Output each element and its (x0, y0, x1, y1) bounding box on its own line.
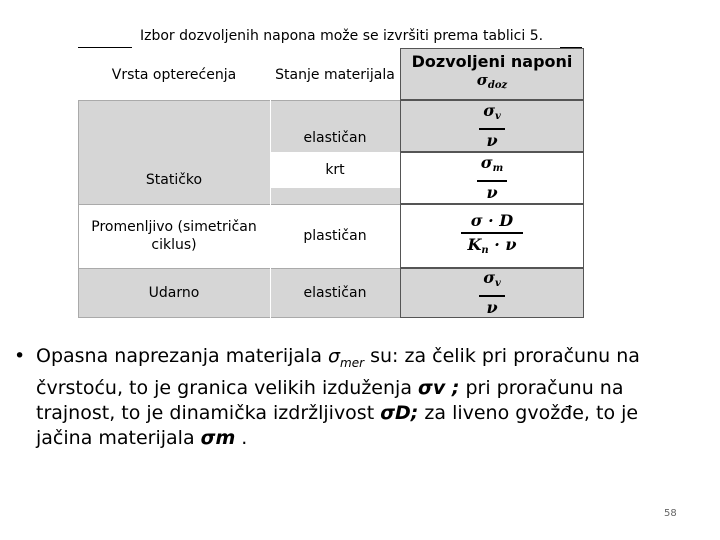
header-allowed-stress (400, 48, 584, 100)
sigma-doz-symbol: $\sigma_{doz}$ (476, 71, 508, 91)
state-brittle-label: krt (325, 162, 345, 178)
cell-load-impact (78, 268, 270, 318)
state-elastic-label: elastičan (303, 130, 367, 146)
row-divider (78, 317, 400, 318)
cell-state-brittle (270, 152, 400, 188)
col-divider (270, 100, 271, 318)
row-divider (78, 268, 400, 269)
fraction-sigma-d-over-kn-nu: $\frac{\sigma \cdot D}{K_n \cdot \nu}$ (461, 212, 523, 260)
header-allowed-stress-title: Dozvoljeni naponi (411, 52, 573, 71)
fraction-sigma-m-over-nu: $\frac{\sigma_m}{\nu}$ (477, 154, 507, 202)
bullet-paragraph: Opasna naprezanja materijala $\sigma_{mer}$ su: za čelik pri proračunu na čvrstoću, to je granica velikih izduženja σv ; pri proračunu na trajnost, to je dinamička izdržljivost σD; za liveno gvožđe, to je jačina materijala σm . (36, 345, 640, 449)
cell-stress-row3 (400, 204, 584, 268)
fraction-sigma-v-over-nu-2: $\frac{\sigma_v}{\nu}$ (479, 269, 505, 317)
cell-state-elastic-2 (270, 268, 400, 318)
load-variable-label: Promenljivo (simetričan ciklus) (91, 219, 257, 253)
cell-stress-row1 (400, 100, 584, 152)
table-caption: Izbor dozvoljenih napona može se izvršiti prema tablici 5. (140, 28, 544, 44)
state-plastic-label: plastičan (303, 228, 367, 244)
row-divider (78, 204, 400, 205)
cell-stress-row4 (400, 268, 584, 318)
cell-load-variable (78, 204, 270, 268)
header-material-state: Stanje materijala (270, 48, 400, 100)
col-divider (78, 100, 79, 318)
page-number: 58 (664, 508, 677, 519)
state-elastic-label-2: elastičan (303, 285, 367, 301)
load-static-label: Statičko (145, 172, 203, 188)
cell-state-plastic (270, 204, 400, 268)
cell-stress-row2 (400, 152, 584, 204)
bullet-marker: • (14, 345, 26, 367)
header-load-type: Vrsta opterećenja (78, 48, 270, 100)
load-impact-label: Udarno (148, 285, 200, 301)
row-divider (78, 100, 400, 101)
cell-state-brittle-pad (270, 188, 400, 204)
allowed-stress-table (78, 48, 584, 318)
fraction-sigma-v-over-nu: $\frac{\sigma_v}{\nu}$ (479, 102, 505, 150)
